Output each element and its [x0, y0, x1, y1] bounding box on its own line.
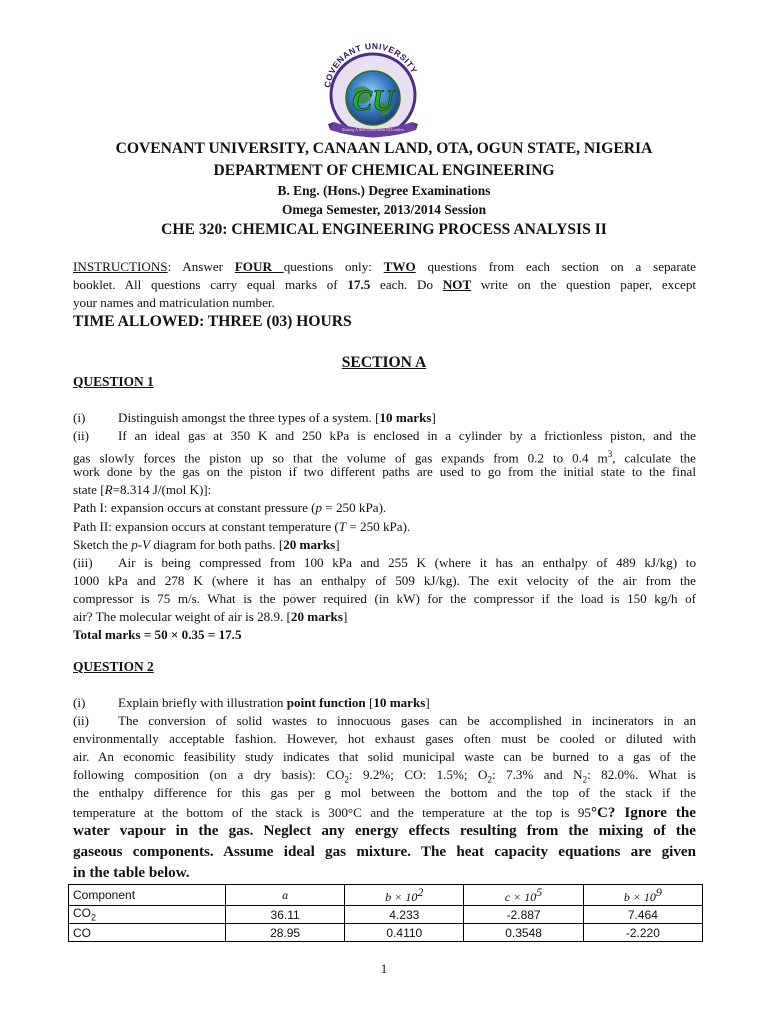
table-cell-b: 4.233 [345, 906, 464, 924]
q2-part-ii-line-3: air. An economic feasibility study indicates that solid municipal waste can be burned to a gas of the [73, 749, 696, 765]
q1-part-iii-line-3: compressor is 75 m/s. What is the power required (in kW) for the compressor if the load is 150 kg/h of [73, 590, 696, 606]
table-cell-a: 28.95 [226, 924, 345, 942]
q2-bold-instructions [73, 821, 696, 884]
degree-title: B. Eng. (Hons.) Degree Examinations [277, 183, 491, 198]
q1-part-ii-line-2: gas slowly forces the piston up so that the volume of gas expands from 0.2 to 0.4 $m^3$, calculate the [73, 449, 696, 466]
table-cell-c: -2.887 [464, 906, 583, 924]
q1-path-2: Path II: expansion occurs at constant temperature (T = 250 kPa). [73, 518, 411, 534]
question-1-title: QUESTION 1 [73, 374, 154, 389]
table-header-b: $b \times 10^2$ [345, 885, 464, 906]
logo-monogram: CU [352, 84, 394, 117]
table-header-component: Component [69, 885, 226, 906]
course-title: CHE 320: CHEMICAL ENGINEERING PROCESS ANALYSIS II [161, 221, 607, 238]
table-row [69, 906, 703, 924]
q1-path-1: Path I: expansion occurs at constant pressure (p = 250 kPa). [73, 500, 387, 516]
instructions-line-2: booklet. All questions carry equal marks of 17.5 each. Do NOT write on the question paper, except [73, 277, 697, 293]
semester-session: Omega Semester, 2013/2014 Session [281, 202, 487, 217]
table-header-a: a [226, 885, 345, 906]
time-allowed: TIME ALLOWED: THREE (03) HOURS [73, 313, 352, 330]
q1-total-marks: Total marks = 50 × 0.35 = 17.5 [73, 627, 242, 643]
q2-part-i: (i) Explain briefly with illustration point function [10 marks] [73, 695, 430, 710]
q2-part-ii-line-2: environmentally acceptable fashion. However, hot exhaust gases often must be cooled or diluted with [73, 731, 696, 747]
table-cell-a: 36.11 [226, 906, 345, 924]
q1-part-ii-line-1: (ii) If an ideal gas at 350 K and 250 kPa is enclosed in a cylinder by a frictionless piston, and the [73, 428, 696, 444]
page-number: 1 [380, 961, 388, 976]
q2-part-ii-line-8: gaseous components. Assume ideal gas mixture. The heat capacity equations are given [73, 843, 696, 860]
logo-ribbon-text: Raising A New Generation Of Leaders [342, 127, 404, 132]
department-name: DEPARTMENT OF CHEMICAL ENGINEERING [213, 162, 555, 179]
instructions-line-1: INSTRUCTIONS: Answer FOUR questions only: TWO questions from each section on a separate [73, 259, 696, 274]
table-cell-component: CO [69, 924, 226, 942]
q1-part-ii-line-3: work done by the gas on the piston if two different paths are used to go from the initial state to the final [73, 464, 696, 480]
q1-part-ii-line-4: state [R=8.314 J/(mol K)]: [73, 482, 212, 498]
q2-part-ii-line-9: in the table below. [73, 864, 190, 881]
table-cell-d: 7.464 [583, 906, 702, 924]
instructions-block [73, 258, 696, 312]
logo-arc-text: COVENANT UNIVERSITY [322, 40, 420, 89]
q1-part-iii-line-2: 1000 kPa and 278 K (where it has an enthalpy of 509 kJ/kg). The exit velocity of the air from the [73, 572, 696, 588]
university-name: COVENANT UNIVERSITY, CANAAN LAND, OTA, OGUN STATE, NIGERIA [115, 140, 653, 157]
question-2-title: QUESTION 2 [73, 659, 154, 674]
table-row [69, 924, 703, 942]
heat-capacity-table [68, 884, 703, 942]
question-2-body [73, 694, 696, 884]
table-header-row [69, 885, 703, 906]
table-header-c: $c \times 10^5$ [464, 885, 583, 906]
q2-part-ii-line-5: the enthalpy difference for this gas per g mol between the bottom and the top of the stack if the [73, 785, 696, 801]
q2-part-ii-line-4: following composition (on a dry basis): $CO_2$: 9.2%; CO: 1.5%; $O_2$: 7.3% and $N_2$: 82.0%. What is [73, 767, 696, 785]
question-1-body [73, 409, 696, 644]
instructions-label: INSTRUCTIONS [73, 259, 168, 274]
q1-part-i: (i) Distinguish amongst the three types of a system. [10 marks] [73, 410, 436, 425]
table-cell-b: 0.4110 [345, 924, 464, 942]
q2-part-ii-line-7: water vapour in the gas. Neglect any energy effects resulting from the mixing of the [73, 822, 696, 839]
instructions-line-3: your names and matriculation number. [73, 295, 275, 311]
q1-sketch: Sketch the p-V diagram for both paths. [20 marks] [73, 536, 340, 552]
table-cell-d: -2.220 [583, 924, 702, 942]
q2-part-ii-line-1: (ii) The conversion of solid wastes to innocuous gases can be accomplished in incinerators in an [73, 713, 696, 729]
q2-part-ii-line-6: temperature at the bottom of the stack is 300°C and the temperature at the top is 95°C? Ignore the [73, 804, 696, 821]
table-header-d: $b \times 10^9$ [583, 885, 702, 906]
table-cell-component: $CO_2$ [69, 906, 226, 924]
q1-part-iii-line-1: (iii) Air is being compressed from 100 kPa and 255 K (where it has an enthalpy of 489 kJ/kg) to [73, 554, 696, 570]
section-a-heading: SECTION A [341, 354, 427, 371]
table-cell-c: 0.3548 [464, 924, 583, 942]
university-logo [308, 40, 438, 140]
q1-part-iii-line-4: air? The molecular weight of air is 28.9. [20 marks] [73, 609, 348, 625]
